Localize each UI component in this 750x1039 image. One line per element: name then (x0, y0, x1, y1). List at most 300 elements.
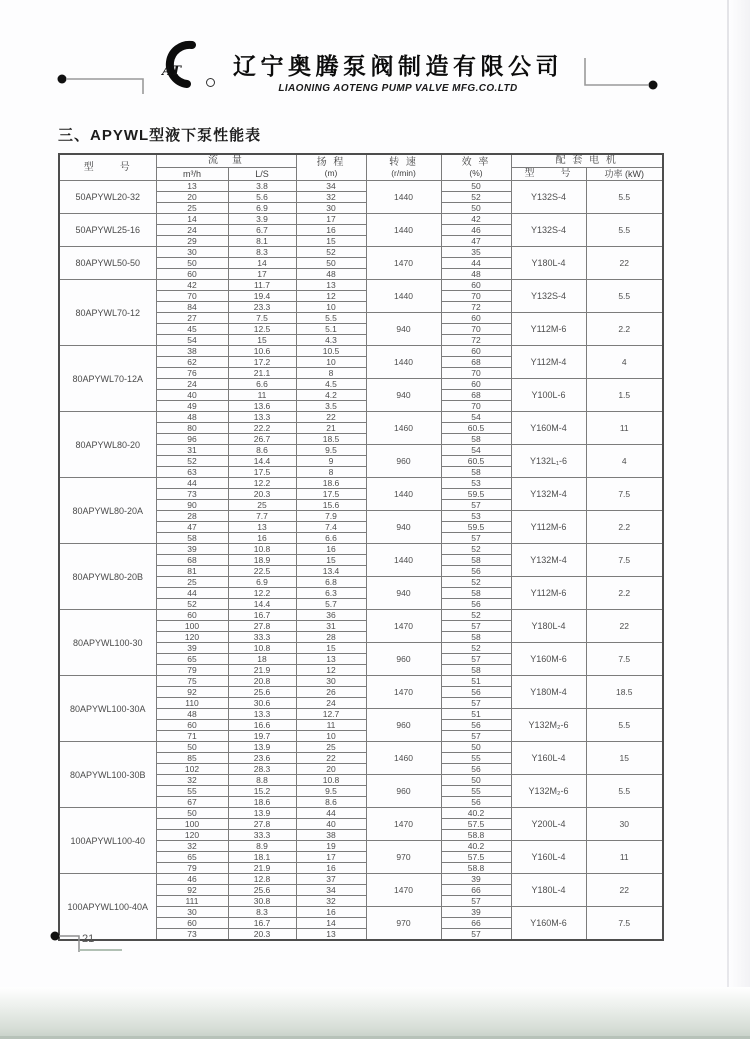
flow-m3h-cell: 52 (156, 599, 228, 610)
speed-cell: 940 (366, 379, 441, 412)
table-row (59, 808, 663, 819)
flow-ls-cell: 6.9 (228, 577, 296, 588)
flow-ls-cell: 14 (228, 258, 296, 269)
motor-power-cell: 7.5 (586, 478, 663, 511)
head-cell: 15 (296, 236, 366, 247)
motor-model-cell: Y160M-6 (511, 907, 586, 941)
efficiency-cell: 68 (441, 390, 511, 401)
motor-power-cell: 22 (586, 874, 663, 907)
table-row (59, 412, 663, 423)
flow-ls-cell: 17.2 (228, 357, 296, 368)
speed-cell: 940 (366, 313, 441, 346)
efficiency-cell: 39 (441, 907, 511, 918)
flow-m3h-cell: 111 (156, 896, 228, 907)
registered-mark-icon (206, 78, 215, 87)
head-cell: 12 (296, 291, 366, 302)
motor-power-cell: 7.5 (586, 544, 663, 577)
flow-m3h-cell: 81 (156, 566, 228, 577)
flow-ls-cell: 7.7 (228, 511, 296, 522)
efficiency-cell: 57 (441, 621, 511, 632)
flow-ls-cell: 13.6 (228, 401, 296, 412)
head-cell: 10 (296, 302, 366, 313)
motor-model-cell: Y160M-4 (511, 412, 586, 445)
pump-model-cell: 100APYWL100-40 (59, 808, 156, 874)
head-cell: 31 (296, 621, 366, 632)
flow-ls-cell: 12.5 (228, 324, 296, 335)
motor-power-cell: 5.5 (586, 214, 663, 247)
head-cell: 9.5 (296, 445, 366, 456)
speed-cell: 1470 (366, 676, 441, 709)
pump-model-cell: 80APYWL80-20B (59, 544, 156, 610)
col-header-motor-power: 功率 (kW) (586, 168, 663, 181)
table-row (59, 676, 663, 687)
efficiency-cell: 53 (441, 511, 511, 522)
logo-monogram: AT (162, 64, 182, 79)
company-name-en: LIAONING AOTENG PUMP VALVE MFG.CO.LTD (278, 83, 518, 94)
col-header-speed-unit: (r/min) (391, 168, 416, 178)
pump-model-cell: 80APYWL100-30 (59, 610, 156, 676)
efficiency-cell: 55 (441, 786, 511, 797)
head-cell: 10 (296, 731, 366, 742)
flow-m3h-cell: 14 (156, 214, 228, 225)
efficiency-cell: 58 (441, 555, 511, 566)
efficiency-cell: 66 (441, 885, 511, 896)
flow-m3h-cell: 40 (156, 390, 228, 401)
speed-cell: 960 (366, 775, 441, 808)
flow-m3h-cell: 96 (156, 434, 228, 445)
head-cell: 37 (296, 874, 366, 885)
speed-cell: 1440 (366, 544, 441, 577)
flow-ls-cell: 8.9 (228, 841, 296, 852)
flow-m3h-cell: 79 (156, 863, 228, 874)
scan-edge-shade (730, 0, 750, 1039)
flow-ls-cell: 15 (228, 335, 296, 346)
head-cell: 3.5 (296, 401, 366, 412)
flow-m3h-cell: 110 (156, 698, 228, 709)
efficiency-cell: 60 (441, 346, 511, 357)
flow-m3h-cell: 54 (156, 335, 228, 346)
motor-model-cell: Y132S-4 (511, 181, 586, 214)
efficiency-cell: 60.5 (441, 456, 511, 467)
speed-cell: 940 (366, 577, 441, 610)
motor-power-cell: 4 (586, 346, 663, 379)
pump-model-cell: 80APYWL100-30A (59, 676, 156, 742)
pump-model-cell: 100APYWL100-40A (59, 874, 156, 941)
motor-power-cell: 22 (586, 247, 663, 280)
efficiency-cell: 70 (441, 368, 511, 379)
flow-m3h-cell: 13 (156, 181, 228, 192)
efficiency-cell: 57.5 (441, 819, 511, 830)
head-cell: 17.5 (296, 489, 366, 500)
head-cell: 32 (296, 192, 366, 203)
flow-m3h-cell: 44 (156, 588, 228, 599)
efficiency-cell: 55 (441, 753, 511, 764)
head-cell: 12 (296, 665, 366, 676)
flow-m3h-cell: 120 (156, 632, 228, 643)
efficiency-cell: 60 (441, 379, 511, 390)
flow-m3h-cell: 67 (156, 797, 228, 808)
efficiency-cell: 40.2 (441, 841, 511, 852)
flow-m3h-cell: 92 (156, 687, 228, 698)
motor-power-cell: 2.2 (586, 313, 663, 346)
head-cell: 5.1 (296, 324, 366, 335)
pump-model-cell: 80APYWL80-20 (59, 412, 156, 478)
flow-ls-cell: 20.8 (228, 676, 296, 687)
head-cell: 38 (296, 830, 366, 841)
efficiency-cell: 44 (441, 258, 511, 269)
efficiency-cell: 57 (441, 929, 511, 941)
head-cell: 50 (296, 258, 366, 269)
efficiency-cell: 58 (441, 467, 511, 478)
motor-power-cell: 11 (586, 412, 663, 445)
flow-ls-cell: 16.6 (228, 720, 296, 731)
motor-power-cell: 5.5 (586, 709, 663, 742)
pump-model-cell: 80APYWL50-50 (59, 247, 156, 280)
flow-ls-cell: 8.1 (228, 236, 296, 247)
efficiency-cell: 57.5 (441, 852, 511, 863)
motor-model-cell: Y180M-4 (511, 676, 586, 709)
flow-ls-cell: 13 (228, 522, 296, 533)
efficiency-cell: 57 (441, 896, 511, 907)
head-cell: 4.3 (296, 335, 366, 346)
flow-ls-cell: 18.6 (228, 797, 296, 808)
flow-m3h-cell: 52 (156, 456, 228, 467)
motor-power-cell: 4 (586, 445, 663, 478)
pump-model-cell: 80APYWL80-20A (59, 478, 156, 544)
head-cell: 17 (296, 852, 366, 863)
efficiency-cell: 50 (441, 742, 511, 753)
motor-model-cell: Y180L-4 (511, 610, 586, 643)
col-header-efficiency-unit: (%) (469, 168, 483, 178)
flow-ls-cell: 17.5 (228, 467, 296, 478)
flow-m3h-cell: 27 (156, 313, 228, 324)
head-cell: 34 (296, 181, 366, 192)
head-cell: 12.7 (296, 709, 366, 720)
col-header-speed-label: 转 速 (389, 157, 418, 168)
flow-m3h-cell: 45 (156, 324, 228, 335)
motor-model-cell: Y112M-6 (511, 313, 586, 346)
table-row (59, 742, 663, 753)
table-row (59, 874, 663, 885)
flow-ls-cell: 13.3 (228, 709, 296, 720)
efficiency-cell: 58.8 (441, 830, 511, 841)
head-cell: 18.6 (296, 478, 366, 489)
flow-m3h-cell: 48 (156, 412, 228, 423)
head-cell: 8 (296, 467, 366, 478)
flow-ls-cell: 8.3 (228, 907, 296, 918)
flow-ls-cell: 10.8 (228, 544, 296, 555)
company-name-cn: 辽宁奥腾泵阀制造有限公司 (233, 53, 563, 79)
section-title: 三、APYWL型液下泵性能表 (58, 127, 262, 144)
efficiency-cell: 57 (441, 698, 511, 709)
head-cell: 7.4 (296, 522, 366, 533)
flow-ls-cell: 21.9 (228, 665, 296, 676)
head-cell: 44 (296, 808, 366, 819)
col-header-head-unit: (m) (324, 168, 338, 178)
motor-power-cell: 5.5 (586, 181, 663, 214)
head-cell: 5.7 (296, 599, 366, 610)
flow-m3h-cell: 44 (156, 478, 228, 489)
efficiency-cell: 70 (441, 291, 511, 302)
company-logo (148, 38, 220, 100)
flow-m3h-cell: 42 (156, 280, 228, 291)
efficiency-cell: 52 (441, 610, 511, 621)
flow-ls-cell: 18.1 (228, 852, 296, 863)
speed-cell: 960 (366, 445, 441, 478)
flow-m3h-cell: 50 (156, 808, 228, 819)
flow-m3h-cell: 25 (156, 577, 228, 588)
motor-power-cell: 11 (586, 841, 663, 874)
head-cell: 32 (296, 896, 366, 907)
flow-ls-cell: 13.9 (228, 808, 296, 819)
motor-model-cell: Y112M-4 (511, 346, 586, 379)
bottom-gradient-bar (0, 987, 750, 1039)
table-row (59, 280, 663, 291)
efficiency-cell: 66 (441, 918, 511, 929)
efficiency-cell: 60 (441, 280, 511, 291)
flow-m3h-cell: 39 (156, 643, 228, 654)
motor-model-cell: Y132L₁-6 (511, 445, 586, 478)
flow-m3h-cell: 60 (156, 610, 228, 621)
motor-power-cell: 30 (586, 808, 663, 841)
flow-ls-cell: 7.5 (228, 313, 296, 324)
head-cell: 10.5 (296, 346, 366, 357)
flow-ls-cell: 16 (228, 533, 296, 544)
efficiency-cell: 56 (441, 599, 511, 610)
efficiency-cell: 56 (441, 687, 511, 698)
motor-model-cell: Y180L-4 (511, 247, 586, 280)
pump-model-cell: 80APYWL70-12A (59, 346, 156, 412)
efficiency-cell: 58 (441, 632, 511, 643)
flow-m3h-cell: 38 (156, 346, 228, 357)
col-header-efficiency (441, 154, 511, 181)
head-cell: 28 (296, 632, 366, 643)
motor-power-cell: 22 (586, 610, 663, 643)
flow-ls-cell: 28.3 (228, 764, 296, 775)
motor-power-cell: 7.5 (586, 907, 663, 941)
flow-ls-cell: 14.4 (228, 599, 296, 610)
flow-m3h-cell: 29 (156, 236, 228, 247)
head-cell: 30 (296, 676, 366, 687)
flow-ls-cell: 16.7 (228, 918, 296, 929)
col-header-flow-m3h: m³/h (156, 168, 228, 181)
flow-ls-cell: 25.6 (228, 687, 296, 698)
speed-cell: 1440 (366, 214, 441, 247)
performance-table-body (59, 181, 663, 941)
head-cell: 17 (296, 214, 366, 225)
flow-m3h-cell: 73 (156, 929, 228, 941)
motor-model-cell: Y132M₂-6 (511, 709, 586, 742)
flow-m3h-cell: 24 (156, 225, 228, 236)
motor-power-cell: 7.5 (586, 643, 663, 676)
efficiency-cell: 48 (441, 269, 511, 280)
efficiency-cell: 60.5 (441, 423, 511, 434)
flow-m3h-cell: 49 (156, 401, 228, 412)
flow-m3h-cell: 92 (156, 885, 228, 896)
speed-cell: 970 (366, 841, 441, 874)
table-row (59, 544, 663, 555)
efficiency-cell: 52 (441, 577, 511, 588)
motor-model-cell: Y112M-6 (511, 577, 586, 610)
table-row (59, 181, 663, 192)
head-cell: 13 (296, 654, 366, 665)
flow-ls-cell: 30.8 (228, 896, 296, 907)
flow-m3h-cell: 100 (156, 621, 228, 632)
head-cell: 36 (296, 610, 366, 621)
flow-m3h-cell: 63 (156, 467, 228, 478)
head-cell: 15 (296, 555, 366, 566)
flow-m3h-cell: 76 (156, 368, 228, 379)
efficiency-cell: 57 (441, 533, 511, 544)
flow-ls-cell: 27.8 (228, 819, 296, 830)
efficiency-cell: 70 (441, 324, 511, 335)
table-row (59, 610, 663, 621)
flow-ls-cell: 19.4 (228, 291, 296, 302)
col-header-speed (366, 154, 441, 181)
head-cell: 52 (296, 247, 366, 258)
page-number: 21 (82, 933, 95, 945)
head-cell: 18.5 (296, 434, 366, 445)
pump-model-cell: 80APYWL100-30B (59, 742, 156, 808)
efficiency-cell: 57 (441, 654, 511, 665)
page-number-block (48, 926, 148, 962)
head-cell: 19 (296, 841, 366, 852)
head-cell: 26 (296, 687, 366, 698)
head-cell: 9 (296, 456, 366, 467)
flow-m3h-cell: 65 (156, 654, 228, 665)
flow-ls-cell: 21.9 (228, 863, 296, 874)
efficiency-cell: 46 (441, 225, 511, 236)
head-cell: 6.8 (296, 577, 366, 588)
motor-model-cell: Y160L-4 (511, 841, 586, 874)
performance-table (58, 153, 664, 941)
head-cell: 11 (296, 720, 366, 731)
performance-table-header (59, 154, 663, 181)
efficiency-cell: 54 (441, 445, 511, 456)
head-cell: 48 (296, 269, 366, 280)
efficiency-cell: 51 (441, 676, 511, 687)
flow-m3h-cell: 58 (156, 533, 228, 544)
flow-m3h-cell: 71 (156, 731, 228, 742)
flow-ls-cell: 8.8 (228, 775, 296, 786)
efficiency-cell: 68 (441, 357, 511, 368)
flow-ls-cell: 11 (228, 390, 296, 401)
motor-model-cell: Y132S-4 (511, 280, 586, 313)
col-header-motor-model: 型 号 (511, 168, 586, 181)
efficiency-cell: 42 (441, 214, 511, 225)
speed-cell: 1460 (366, 742, 441, 775)
efficiency-cell: 50 (441, 181, 511, 192)
flow-ls-cell: 22.2 (228, 423, 296, 434)
speed-cell: 1470 (366, 610, 441, 643)
flow-m3h-cell: 60 (156, 269, 228, 280)
motor-power-cell: 5.5 (586, 280, 663, 313)
flow-ls-cell: 13.3 (228, 412, 296, 423)
flow-ls-cell: 15.2 (228, 786, 296, 797)
flow-ls-cell: 18 (228, 654, 296, 665)
head-cell: 22 (296, 753, 366, 764)
speed-cell: 970 (366, 907, 441, 941)
head-cell: 16 (296, 544, 366, 555)
flow-m3h-cell: 20 (156, 192, 228, 203)
flow-ls-cell: 3.9 (228, 214, 296, 225)
efficiency-cell: 57 (441, 731, 511, 742)
motor-model-cell: Y112M-6 (511, 511, 586, 544)
flow-m3h-cell: 30 (156, 247, 228, 258)
flow-ls-cell: 30.6 (228, 698, 296, 709)
flow-m3h-cell: 39 (156, 544, 228, 555)
flow-ls-cell: 6.9 (228, 203, 296, 214)
head-cell: 13 (296, 929, 366, 941)
flow-m3h-cell: 84 (156, 302, 228, 313)
motor-power-cell: 5.5 (586, 775, 663, 808)
flow-m3h-cell: 46 (156, 874, 228, 885)
motor-model-cell: Y100L-6 (511, 379, 586, 412)
head-cell: 16 (296, 907, 366, 918)
speed-cell: 960 (366, 709, 441, 742)
flow-ls-cell: 8.3 (228, 247, 296, 258)
efficiency-cell: 54 (441, 412, 511, 423)
flow-ls-cell: 21.1 (228, 368, 296, 379)
motor-model-cell: Y132S-4 (511, 214, 586, 247)
head-cell: 5.5 (296, 313, 366, 324)
flow-m3h-cell: 50 (156, 258, 228, 269)
efficiency-cell: 52 (441, 643, 511, 654)
efficiency-cell: 70 (441, 401, 511, 412)
head-cell: 16 (296, 863, 366, 874)
flow-ls-cell: 23.6 (228, 753, 296, 764)
efficiency-cell: 40.2 (441, 808, 511, 819)
flow-ls-cell: 22.5 (228, 566, 296, 577)
flow-ls-cell: 12.2 (228, 478, 296, 489)
scan-crease-line (727, 0, 729, 999)
flow-m3h-cell: 75 (156, 676, 228, 687)
head-cell: 4.5 (296, 379, 366, 390)
flow-ls-cell: 13.9 (228, 742, 296, 753)
flow-m3h-cell: 60 (156, 918, 228, 929)
flow-m3h-cell: 85 (156, 753, 228, 764)
efficiency-cell: 52 (441, 192, 511, 203)
logo-swoosh-icon (148, 38, 220, 100)
company-name-block (222, 48, 574, 94)
flow-m3h-cell: 70 (156, 291, 228, 302)
efficiency-cell: 50 (441, 203, 511, 214)
flow-m3h-cell: 65 (156, 852, 228, 863)
motor-model-cell: Y160L-4 (511, 742, 586, 775)
efficiency-cell: 47 (441, 236, 511, 247)
table-row (59, 478, 663, 489)
header-row-1 (59, 154, 663, 168)
head-cell: 10.8 (296, 775, 366, 786)
head-cell: 24 (296, 698, 366, 709)
flow-ls-cell: 23.3 (228, 302, 296, 313)
speed-cell: 1460 (366, 412, 441, 445)
motor-power-cell: 2.2 (586, 511, 663, 544)
head-cell: 4.2 (296, 390, 366, 401)
efficiency-cell: 57 (441, 500, 511, 511)
motor-model-cell: Y200L-4 (511, 808, 586, 841)
flow-m3h-cell: 48 (156, 709, 228, 720)
flow-m3h-cell: 24 (156, 379, 228, 390)
motor-model-cell: Y160M-6 (511, 643, 586, 676)
motor-power-cell: 15 (586, 742, 663, 775)
speed-cell: 1470 (366, 247, 441, 280)
flow-ls-cell: 20.3 (228, 929, 296, 941)
col-header-model: 型 号 (59, 154, 156, 181)
efficiency-cell: 56 (441, 797, 511, 808)
flow-m3h-cell: 62 (156, 357, 228, 368)
flow-ls-cell: 16.7 (228, 610, 296, 621)
